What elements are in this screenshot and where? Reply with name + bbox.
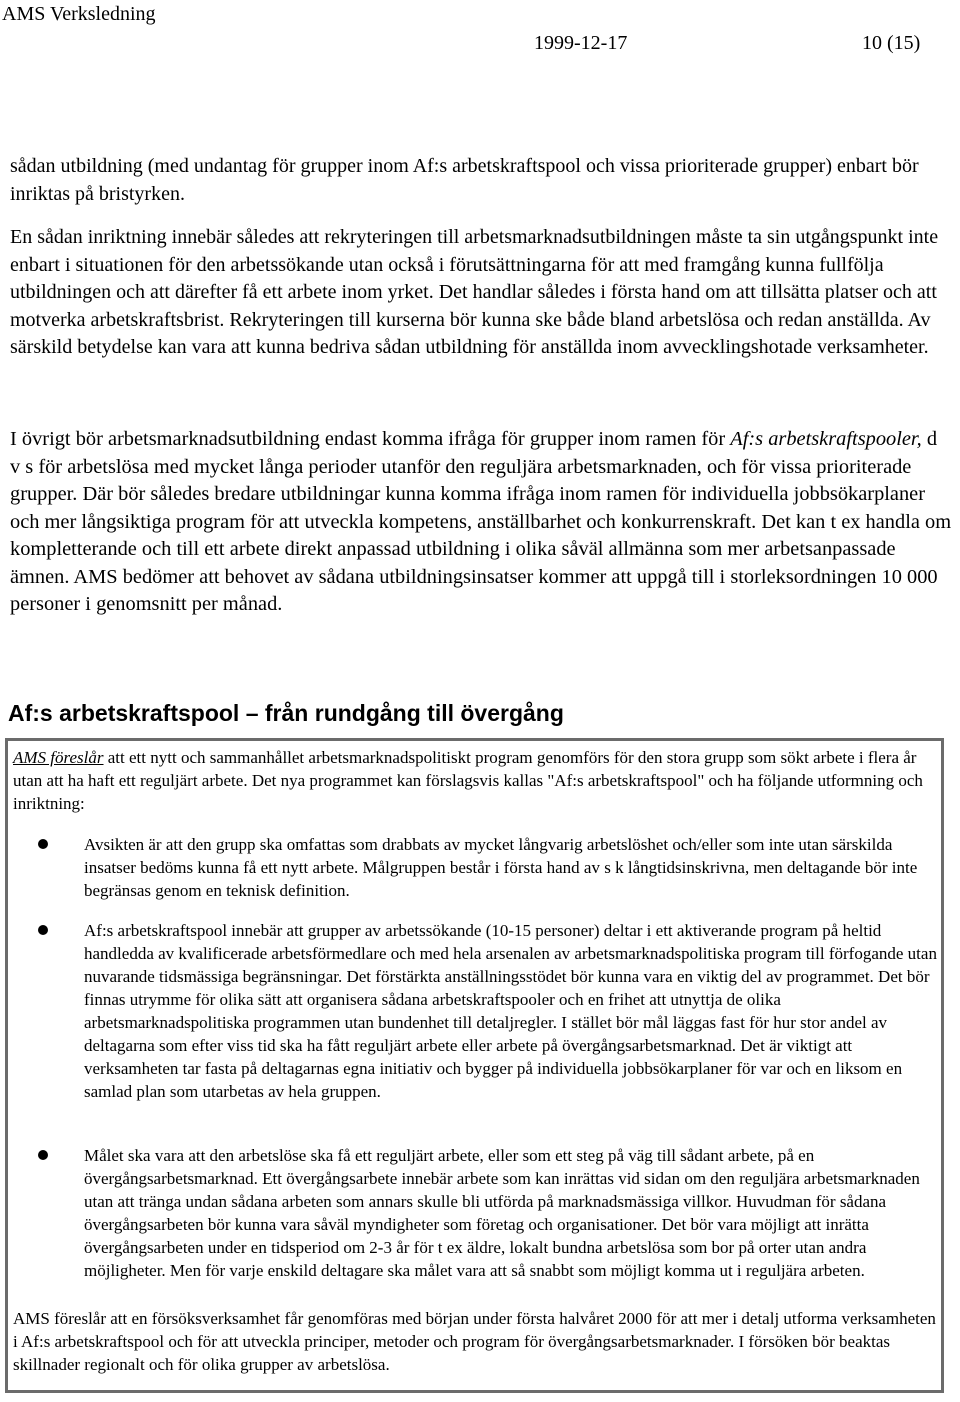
section-heading: Af:s arbetskraftspool – från rundgång till övergång [8, 700, 564, 726]
paragraph-3-end: d v s för arbetslösa med mycket långa perioder utanför den reguljära arbetsmarknaden, och för vissa prioriterade grupper. Där bör således bredare utbildningar kunna komma ifråga inom ramen för individuella jobbsökarplaner och mer långsiktiga program för att utveckla kompetens, anställbarhet och konkurrenskraft. Det kan t ex handla om kompletterande och till ett arbete direkt anpassad utbildning i olika såväl allmänna som mer arbetsanpassade ämnen. AMS bedömer att behovet av sådana utbildningsinsatser kommer att uppgå till i storleksordningen 10 000 personer i genomsnitt per månad. [10, 428, 952, 615]
header-page-number: 10 (15) [862, 32, 921, 54]
paragraph-2: En sådan inriktning innebär således att rekryteringen till arbetsmarknadsutbildningen måste ta sin utgångspunkt inte enbart i situationen för den arbetssökande utan också i förutsättningarna för att med framgång kunna fullfölja utbildningen och att därefter få ett arbete inom yrket. Det handlar således i första hand om att tillsätta platser och att motverka arbetskraftsbrist. Rekryteringen till kurserna bör kunna ske både bland arbetslösa och redan anställda. Av särskild betydelse kan vara att kunna bedriva sådan utbildning för anställda inom avvecklingshotade verksamheter. [10, 226, 939, 358]
list-item-text: Avsikten är att den grupp ska omfattas som drabbats av mycket långvarig arbetslöshet och/eller som inte utan särskilda insatser bedöms kunna få ett nytt arbete. Målgruppen består i första hand av s k långtidsinskrivna, men deltagande bör inte begränsas genom en teknisk definition. [84, 835, 918, 900]
paragraph-3 [10, 426, 952, 619]
bullet-icon [38, 1150, 48, 1160]
header-org: AMS Verksledning [2, 3, 156, 25]
paragraph-3-start: I övrigt bör arbetsmarknadsutbildning endast komma ifråga för grupper inom ramen för [10, 428, 731, 450]
box-outro: AMS föreslår att en försöksverksamhet får genomföras med början under första halvåret 2000 för att mer i detalj utforma verksamheten i Af:s arbetskraftspool och för att utveckla principer, metoder och program för övergångsarbetsmarknader. I försöken bör beaktas skillnader regionalt och för olika grupper av arbetslösa. [13, 1309, 936, 1374]
box-intro-lead: AMS föreslår [13, 748, 104, 767]
proposal-box [5, 738, 944, 1393]
paragraph-1: sådan utbildning (med undantag för grupper inom Af:s arbetskraftspool och vissa prioriterade grupper) enbart bör inriktas på bristyrken. [10, 155, 919, 205]
list-item-text: Målet ska vara att den arbetslöse ska få ett reguljärt arbete, eller som ett steg på väg till sådant arbete, på en övergångsarbetsmarknad. Ett övergångsarbete innebär arbete som kan inrättas vid sidan om den reguljära arbetsmarknaden utan att tränga undan sådana arbeten som annars skulle bli utförda på marknadsmässiga villkor. Huvudman för sådana övergångsarbeten bör kunna vara såväl myndigheter som företag och organisationer. Det bör vara möjligt att inrätta övergångsarbeten under en tidsperiod om 2-3 år för t ex äldre, lokalt bundna arbetslösa som bor på orter utan andra möjligheter. Men för varje enskild deltagare ska målet vara att så snabbt som möjligt komma ut i reguljära arbeten. [84, 1146, 920, 1280]
bullet-icon [38, 925, 48, 935]
bullet-icon [38, 839, 48, 849]
header-date: 1999-12-17 [534, 32, 628, 54]
paragraph-3-italic: Af:s arbetskraftspooler, [730, 428, 922, 450]
box-intro-text: att ett nytt och sammanhållet arbetsmarknadspolitiskt program genomförs för den stora grupp som sökt arbete i flera år utan att ha haft ett reguljärt arbete. Det nya programmet kan förslagsvis kallas "Af:s arbetskraftspool" och ha följande utformning och inriktning: [13, 748, 923, 813]
box-intro [13, 746, 938, 815]
list-item-text: Af:s arbetskraftspool innebär att grupper av arbetssökande (10-15 personer) deltar i ett aktiverande program på heltid handledda av kvalificerade arbetsförmedlare och med hela arsenalen av arbetsmarknadspolitiska program till förfogande utan nuvarande tidsmässiga begränsningar. Det förstärkta anställningsstödet bör kunna vara en viktig del av programmet. Det bör finnas utrymme för olika sätt att organisera sådana arbetskraftspooler och en frihet att utnyttja de olika arbetsmarknadspolitiska programmen utan bundenhet till detaljregler. I stället bör mål läggas fast för hur stor andel av deltagarna som efter viss tid ska ha fått reguljärt arbete eller arbete på övergångsarbetsmarknad. Det är viktigt att verksamheten tar fasta på deltagarnas egna initiativ och bygger på individuella jobbsökarplaner för var och en liksom en samlad plan som utarbetas av hela gruppen. [84, 921, 937, 1101]
